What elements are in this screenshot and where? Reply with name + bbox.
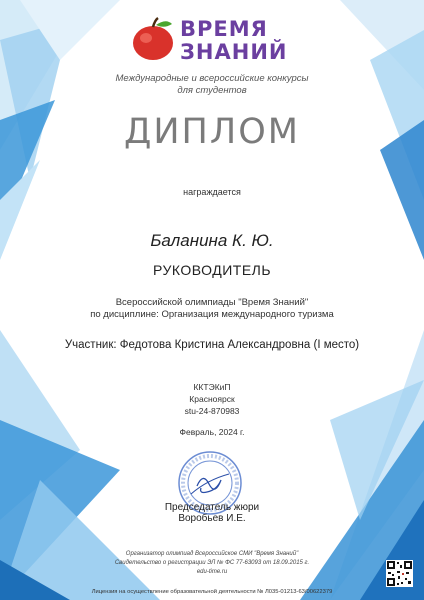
footer-website: edu-time.ru: [196, 569, 228, 575]
signature-position: Председатель жюри: [164, 502, 260, 513]
footer-organizer: Организатор олимпиад Всероссийское СМИ "Время Знаний": [125, 551, 299, 557]
brand-name-line1: ВРЕМЯ: [180, 17, 268, 41]
footer-registration: Свидетельство о регистрации ЭЛ № ФС 77-63093 от 18.09.2015 г.: [114, 560, 310, 566]
recipient-name: Баланина К. Ю.: [150, 231, 274, 250]
awarded-label: награждается: [183, 187, 241, 197]
tagline-line1: Международные и всероссийские конкурсы: [115, 73, 309, 84]
signature-name: Воробьев И.Е.: [178, 513, 246, 524]
competition-line1: Всероссийской олимпиады "Время Знаний": [115, 297, 309, 308]
recipient-role: РУКОВОДИТЕЛЬ: [152, 262, 272, 278]
competition-line2: по дисциплине: Организация международного туризма: [90, 309, 334, 320]
organization-name: ККТЭКиП: [193, 382, 231, 392]
participant-line: Участник: Федотова Кристина Александровна (I место): [64, 339, 360, 351]
apple-logo-icon: [128, 16, 178, 62]
footer-license: Лицензия на осуществление образовательной деятельности № Л035-01213-63/00622379: [91, 589, 333, 595]
tagline-line2: для студентов: [177, 85, 247, 96]
issue-date: Февраль, 2024 г.: [179, 427, 245, 437]
diploma-code: stu-24-870983: [184, 406, 240, 416]
diploma-title: ДИПЛОМ: [124, 112, 300, 152]
qr-code-icon: [386, 560, 413, 587]
organization-city: Красноярск: [189, 394, 235, 404]
brand-name-line2: ЗНАНИЙ: [180, 40, 288, 64]
